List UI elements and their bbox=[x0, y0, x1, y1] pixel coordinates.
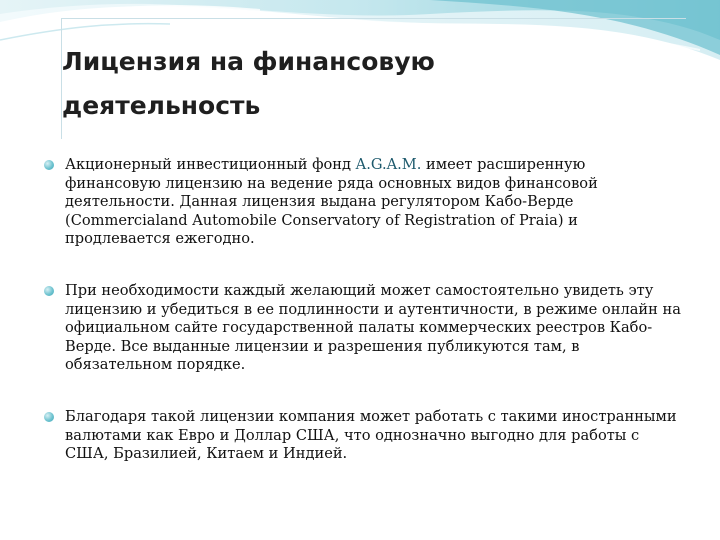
bullet-dot-icon bbox=[44, 286, 54, 296]
bullet-item bbox=[42, 156, 682, 249]
bullet-list bbox=[42, 156, 682, 497]
bullet-dot-icon bbox=[44, 160, 54, 170]
title-line-1: Лицензия на финансовую bbox=[62, 47, 435, 76]
bullet-item bbox=[42, 282, 682, 375]
bullet-dot-icon bbox=[44, 412, 54, 422]
bullet-text: имеет расширенную финансовую лицензию на ведение ряда основных видов финансовой деятельности. Данная лицензия выдана регулятором Кабо-Верде (Commercialand Automobile Conservatory of Registration of Praia) и продлевается ежегодно. bbox=[65, 156, 598, 248]
company-name: A.G.A.M. bbox=[355, 156, 422, 173]
bullet-text: При необходимости каждый желающий может самостоятельно увидеть эту лицензию и убедиться в ее подлинности и аутентичности, в режиме онлайн на официальном сайте государственной палаты коммерческих реестров Кабо-Верде. Все выданные лицензии и разрешения публикуются там, в обязательном порядке. bbox=[65, 281, 681, 374]
title-line-2: деятельность bbox=[62, 91, 261, 120]
bullet-text: Акционерный инвестиционный фонд bbox=[65, 156, 356, 173]
bullet-item bbox=[42, 408, 682, 464]
bullet-text: Благодаря такой лицензии компания может работать с такими иностранными валютами как Евро и Доллар США, что однозначно выгодно для работы с США, Бразилией, Китаем и Индией. bbox=[65, 407, 677, 463]
slide-title bbox=[62, 40, 662, 128]
